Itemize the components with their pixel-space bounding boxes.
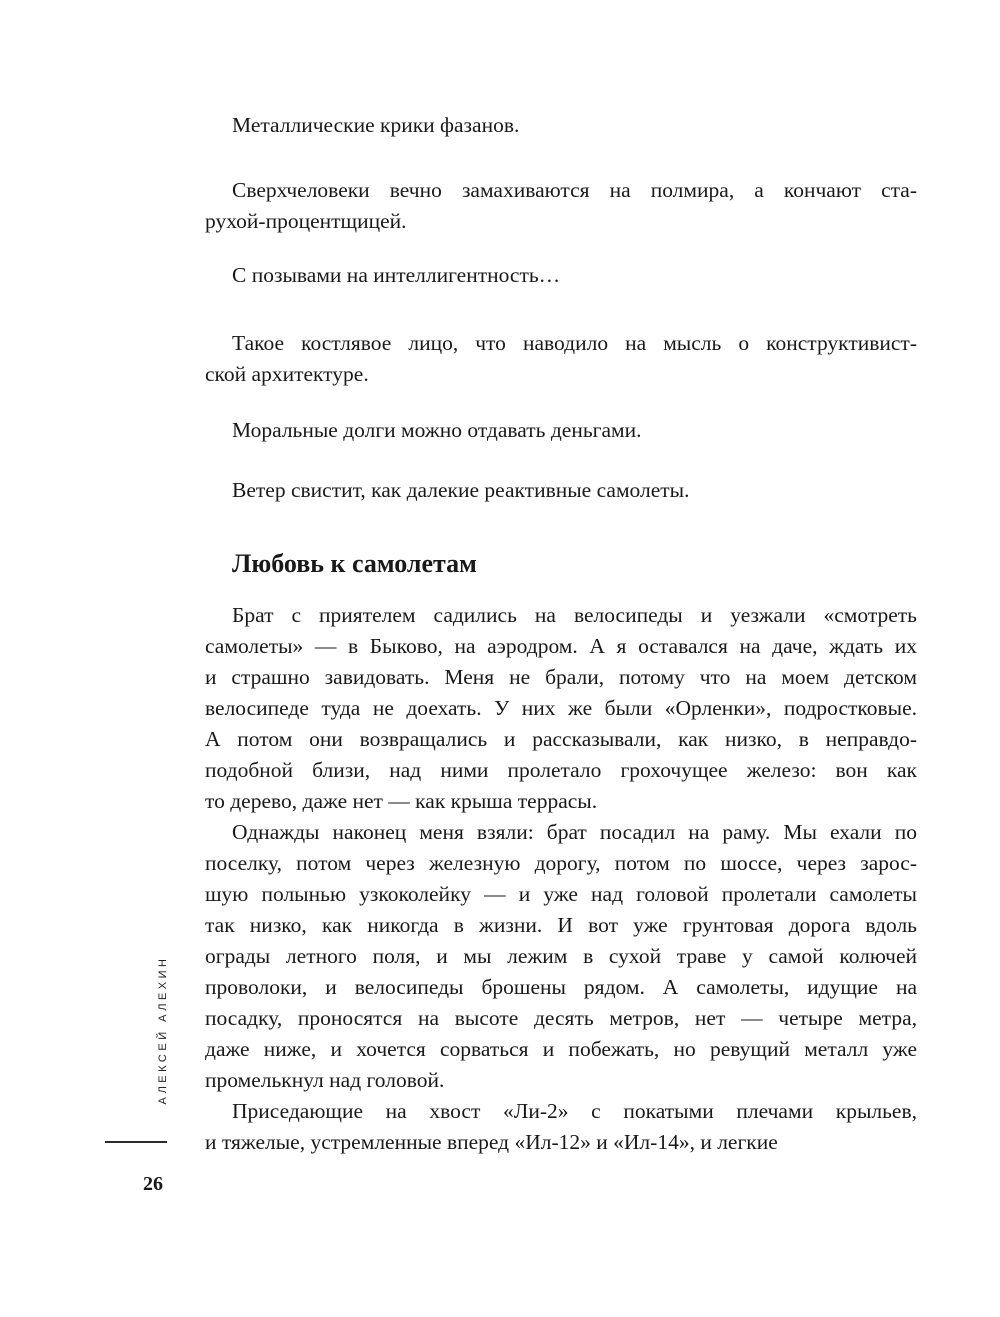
text-line: Приседающие на хвост «Ли-2» с покатыми плечами крыльев, — [232, 1099, 917, 1123]
section-heading: Любовь к самолетам — [232, 549, 477, 578]
text-line: С позывами на интеллигентность… — [232, 263, 561, 287]
text-line: самолеты» — в Быково, на аэродром. А я оставался на даче, ждать их — [205, 634, 917, 658]
page-number: 26 — [143, 1173, 163, 1195]
aphorism — [205, 260, 917, 291]
paragraph — [205, 1096, 917, 1158]
text-line: Брат с приятелем садились на велосипеды и уезжали «смотреть — [232, 603, 917, 627]
paragraph — [205, 817, 917, 1096]
text-line: Сверхчеловеки вечно замахиваются на полмира, а кончают ста- — [232, 178, 917, 202]
text-line: ской архитектуре. — [205, 362, 369, 386]
text-line: поселку, потом через железную дорогу, потом по шоссе, через зарос- — [205, 851, 917, 875]
text-line: ограды летного поля, и мы лежим в сухой траве у самой колючей — [205, 944, 917, 968]
divider-line — [105, 1141, 167, 1143]
text-column — [205, 0, 917, 1317]
aphorism — [205, 328, 917, 390]
text-line: промелькнул над головой. — [205, 1068, 445, 1092]
text-line: рухой-процентщицей. — [205, 209, 407, 233]
paragraph — [205, 600, 917, 817]
author-name-vertical: АЛЕКСЕЙ АЛЕХИН — [157, 955, 169, 1105]
text-line: Ветер свистит, как далекие реактивные самолеты. — [232, 478, 690, 502]
text-line: то дерево, даже нет — как крыша террасы. — [205, 789, 598, 813]
aphorism — [205, 110, 917, 141]
text-line: даже ниже, и хочется сорваться и побежать, но ревущий металл уже — [205, 1037, 917, 1061]
text-line: Моральные долги можно отдавать деньгами. — [232, 418, 642, 442]
text-line: шую полынью узкоколейку — и уже над головой пролетали самолеты — [205, 882, 917, 906]
text-line: А потом они возвращались и рассказывали, как низко, в неправдо- — [205, 727, 917, 751]
text-line: и страшно завидовать. Меня не брали, потому что на моем детском — [205, 665, 917, 689]
text-line: Металлические крики фазанов. — [232, 113, 520, 137]
text-line: Однажды наконец меня взяли: брат посадил на раму. Мы ехали по — [232, 820, 917, 844]
aphorism — [205, 415, 917, 446]
aphorism — [205, 475, 917, 506]
text-line: так низко, как никогда в жизни. И вот уже грунтовая дорога вдоль — [205, 913, 917, 937]
text-line: велосипеде туда не доехать. У них же были «Орленки», подростковые. — [205, 696, 917, 720]
text-line: Такое костлявое лицо, что наводило на мысль о конструктивист- — [232, 331, 917, 355]
aphorism — [205, 175, 917, 237]
text-line: подобной близи, над ними пролетало грохочущее железо: вон как — [205, 758, 917, 782]
text-line: проволоки, и велосипеды брошены рядом. А самолеты, идущие на — [205, 975, 917, 999]
text-line: и тяжелые, устремленные вперед «Ил-12» и «Ил-14», и легкие — [205, 1130, 778, 1154]
text-line: посадку, проносятся на высоте десять метров, нет — четыре метра, — [205, 1006, 917, 1030]
